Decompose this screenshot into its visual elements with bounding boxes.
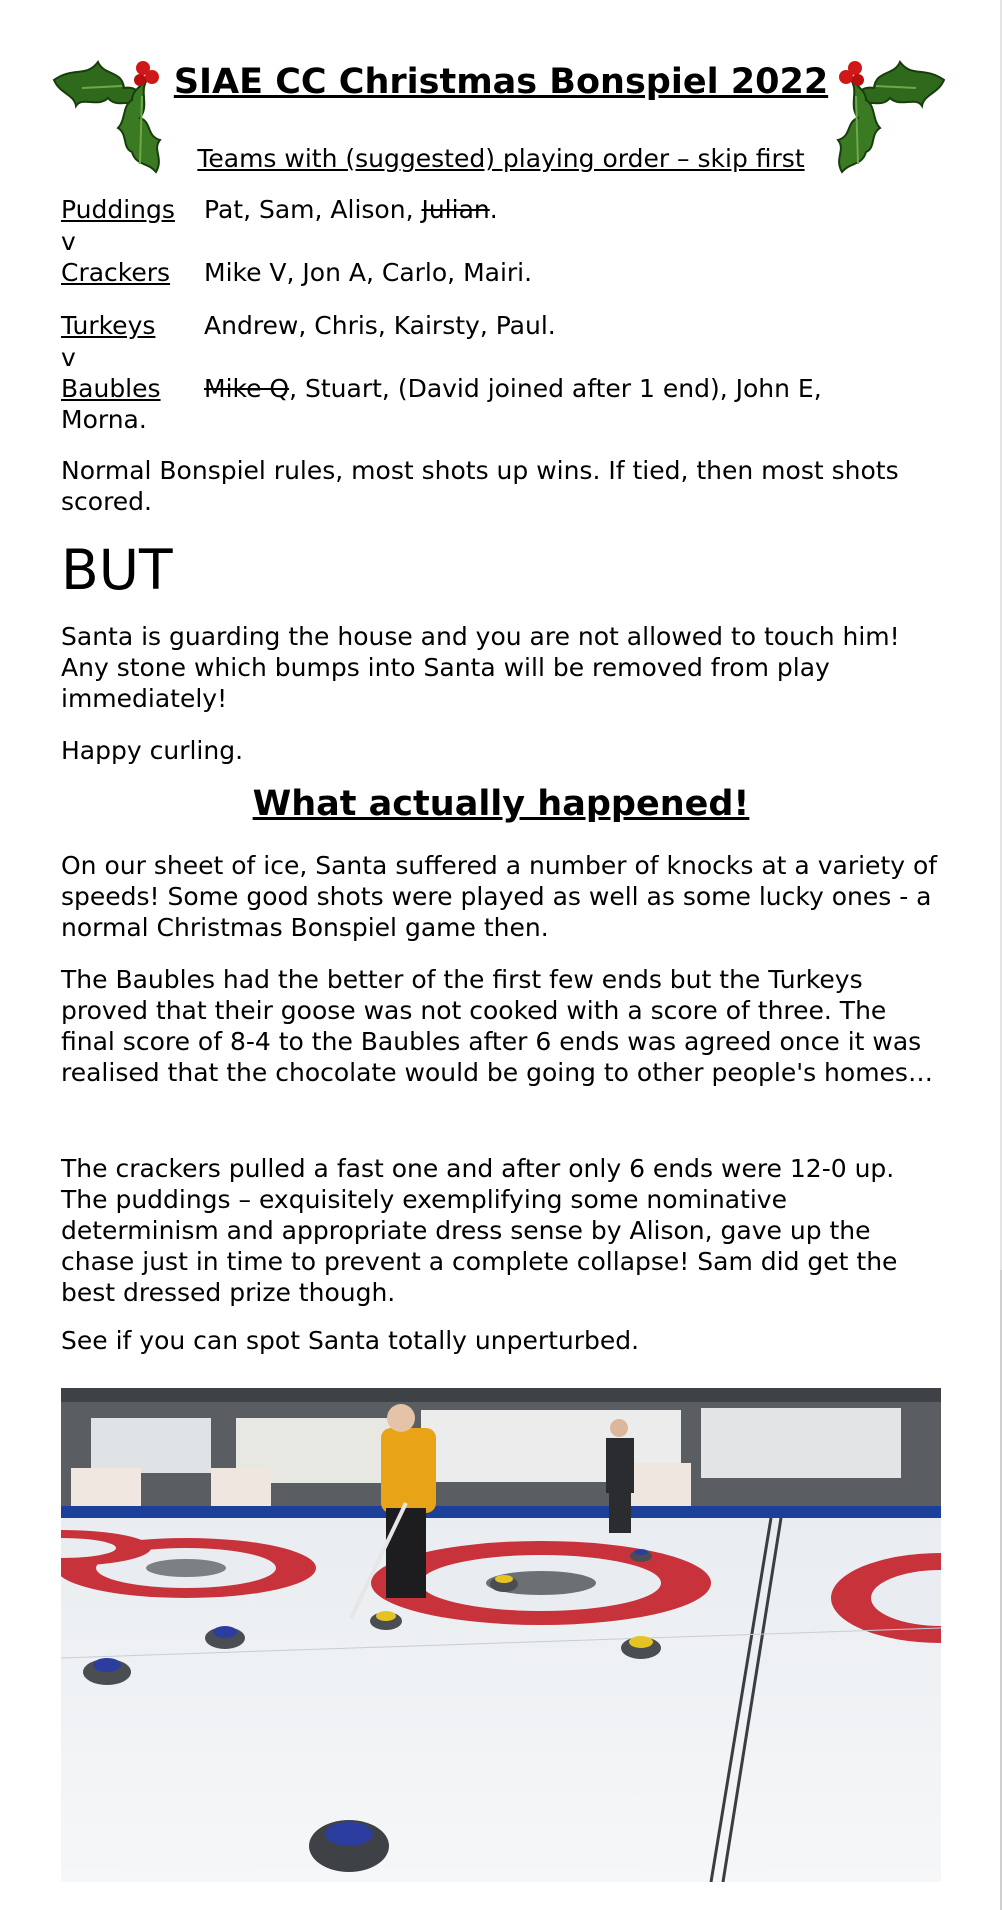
results-paragraph: The crackers pulled a fast one and after only 6 ends were 12-0 up. The puddings – exquisitely exemplifying some nominative determinism and appropriate dress sense by Alison, gave up the chase just in time to prevent a complete collapse! Sam did get the best dressed prize though. xyxy=(61,1154,898,1307)
team-name-baubles: Baubles xyxy=(61,374,161,403)
results-paragraph: On our sheet of ice, Santa suffered a number of knocks at a variety of speeds! Some good shots were played as well as some lucky ones - a normal Christmas Bonspiel game then. xyxy=(61,851,938,942)
team-name-crackers: Crackers xyxy=(61,258,171,287)
page-title: SIAE CC Christmas Bonspiel 2022 xyxy=(173,62,829,102)
results-paragraph: The Baubles had the better of the first few ends but the Turkeys proved that their goose was not cooked with a score of three. The final score of 8-4 to the Baubles after 6 ends was agreed once it was realised that the chocolate would be going to other people's homes… xyxy=(61,965,933,1087)
team-name-puddings: Puddings xyxy=(61,195,175,224)
team-name-turkeys: Turkeys xyxy=(61,311,156,340)
team-members-baubles: Mike Q, Stuart, (David joined after 1 end), John E, xyxy=(204,374,822,403)
team-members-baubles-continued: Morna. xyxy=(61,405,147,434)
page-subtitle: Teams with (suggested) playing order – skip first xyxy=(197,144,805,173)
results-paragraph: See if you can spot Santa totally unperturbed. xyxy=(61,1326,640,1355)
curling-photo xyxy=(61,1388,941,1882)
team-members-turkeys: Andrew, Chris, Kairsty, Paul. xyxy=(204,311,556,340)
versus-label: v xyxy=(61,343,76,372)
but-heading: BUT xyxy=(61,538,173,602)
team-members-puddings: Pat, Sam, Alison, Julian. xyxy=(204,195,498,224)
santa-rule-paragraph: Santa is guarding the house and you are not allowed to touch him! Any stone which bumps into Santa will be removed from play immediately! xyxy=(61,622,900,713)
sign-off: Happy curling. xyxy=(61,736,244,765)
struck-member: Mike Q xyxy=(204,374,290,403)
struck-member: Julian xyxy=(421,195,490,224)
team-members-crackers: Mike V, Jon A, Carlo, Mairi. xyxy=(204,258,533,287)
results-heading: What actually happened! xyxy=(252,784,750,824)
versus-label: v xyxy=(61,227,76,256)
rules-paragraph: Normal Bonspiel rules, most shots up wins. If tied, then most shots scored. xyxy=(61,456,899,516)
